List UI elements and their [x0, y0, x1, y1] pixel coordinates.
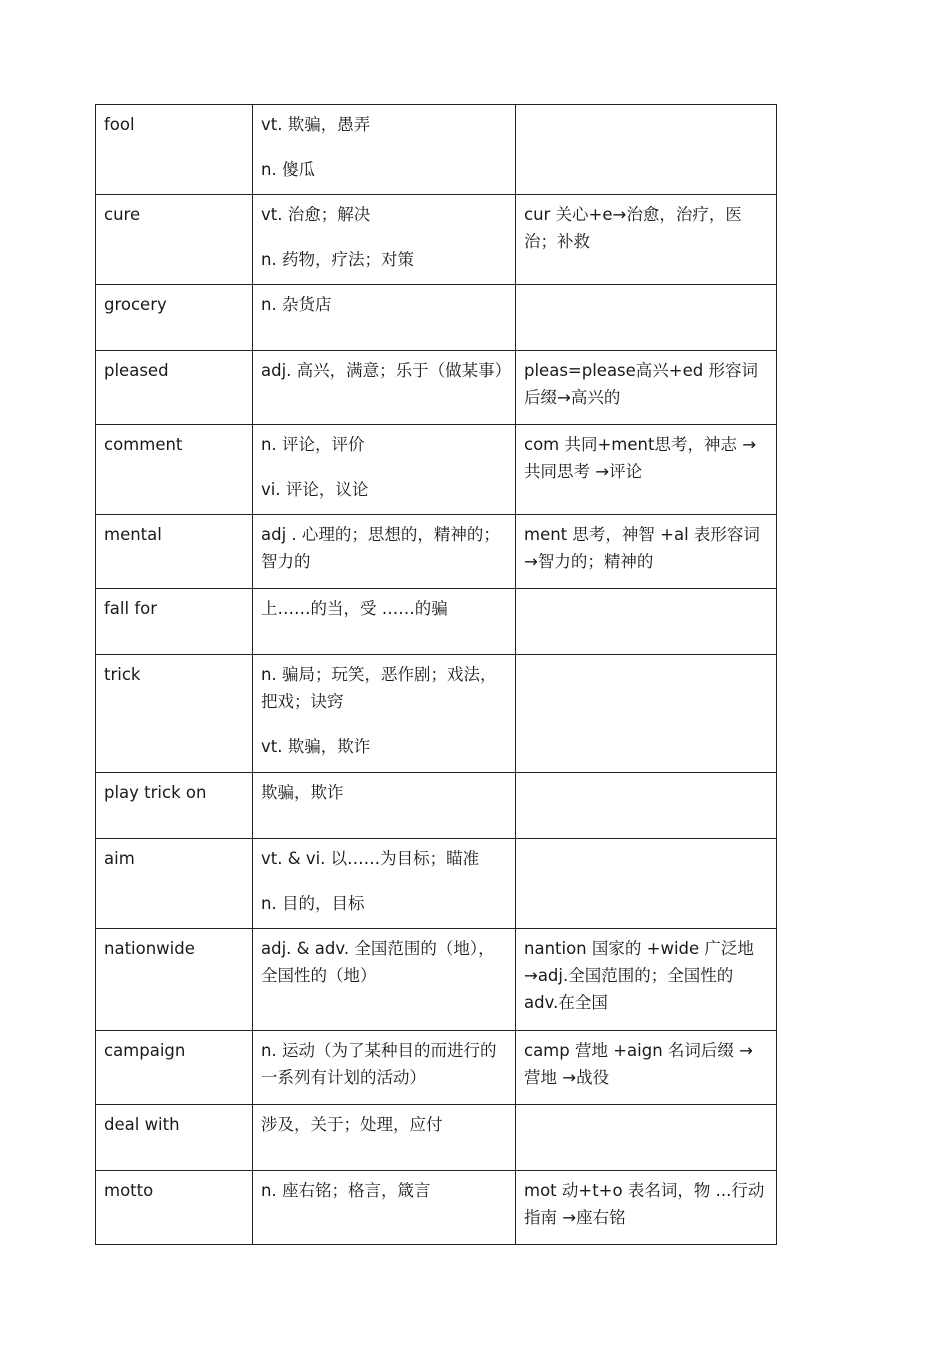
word-cell [96, 195, 253, 285]
meaning-cell [253, 515, 516, 589]
vocabulary-table [95, 104, 777, 1245]
word-cell [96, 351, 253, 425]
meaning-cell [253, 1171, 516, 1245]
meaning-cell [253, 929, 516, 1031]
etymology-cell [516, 351, 777, 425]
etymology-cell [516, 425, 777, 515]
meaning-cell [253, 773, 516, 839]
meaning-cell [253, 839, 516, 929]
etymology-cell [516, 589, 777, 655]
meaning-cell [253, 1105, 516, 1171]
etymology-cell [516, 105, 777, 195]
word-cell [96, 655, 253, 773]
etymology-cell [516, 929, 777, 1031]
table-row [96, 425, 777, 515]
word-cell [96, 425, 253, 515]
table-row [96, 929, 777, 1031]
etymology-text: com 共同+ment思考，神志 →共同思考 →评论 [524, 435, 757, 481]
meaning-text: 欺骗，欺诈 [261, 783, 344, 802]
meaning-cell [253, 1031, 516, 1105]
etymology-cell [516, 285, 777, 351]
table-row [96, 515, 777, 589]
etymology-cell [516, 1105, 777, 1171]
meaning-text: vt. 欺骗，愚弄 [261, 115, 371, 134]
etymology-cell [516, 1031, 777, 1105]
table-row [96, 773, 777, 839]
etymology-cell [516, 195, 777, 285]
meaning-text: n. 杂货店 [261, 295, 332, 314]
word-text: cure [104, 205, 141, 224]
word-text: comment [104, 435, 183, 454]
word-text: motto [104, 1181, 154, 1200]
table-row [96, 655, 777, 773]
meaning-text: 上……的当，受 ……的骗 [261, 599, 448, 618]
word-cell [96, 929, 253, 1031]
meaning-text: n. 骗局；玩笑，恶作剧；戏法，把戏；诀窍 [261, 665, 497, 711]
table-row [96, 285, 777, 351]
word-cell [96, 773, 253, 839]
table-row [96, 1031, 777, 1105]
table-row [96, 195, 777, 285]
meaning-cell [253, 285, 516, 351]
etymology-text: ment 思考，神智 +al 表形容词→智力的；精神的 [524, 525, 760, 571]
meaning-cell [253, 195, 516, 285]
meaning-text: n. 傻瓜 [261, 160, 315, 179]
etymology-text: pleas=please高兴+ed 形容词后缀→高兴的 [524, 361, 759, 407]
word-cell [96, 1105, 253, 1171]
table-row [96, 105, 777, 195]
meaning-cell [253, 655, 516, 773]
meaning-text: adj . 心理的；思想的，精神的；智力的 [261, 525, 500, 571]
etymology-cell [516, 1171, 777, 1245]
meaning-text: n. 评论，评价 [261, 435, 365, 454]
word-text: play trick on [104, 783, 207, 802]
meaning-text: n. 目的，目标 [261, 894, 365, 913]
meaning-text: adj. 高兴，满意；乐于（做某事） [261, 361, 512, 380]
word-text: deal with [104, 1115, 180, 1134]
word-cell [96, 285, 253, 351]
etymology-cell [516, 515, 777, 589]
etymology-cell [516, 655, 777, 773]
table-row [96, 351, 777, 425]
meaning-text: 涉及，关于；处理，应付 [261, 1115, 443, 1134]
word-text: campaign [104, 1041, 186, 1060]
word-cell [96, 105, 253, 195]
vocabulary-table-body [96, 105, 777, 1245]
meaning-cell [253, 589, 516, 655]
meaning-text: n. 座右铭；格言，箴言 [261, 1181, 431, 1200]
word-text: fool [104, 115, 135, 134]
meaning-text: vt. & vi. 以……为目标；瞄准 [261, 849, 480, 868]
word-cell [96, 839, 253, 929]
meaning-text: vi. 评论，议论 [261, 480, 369, 499]
meaning-cell [253, 351, 516, 425]
word-text: grocery [104, 295, 167, 314]
meaning-text: vt. 治愈；解决 [261, 205, 371, 224]
etymology-text: camp 营地 +aign 名词后缀 →营地 →战役 [524, 1041, 753, 1087]
word-text: aim [104, 849, 135, 868]
word-cell [96, 515, 253, 589]
meaning-text: n. 药物，疗法；对策 [261, 250, 414, 269]
etymology-text: nantion 国家的 +wide 广泛地 →adj.全国范围的；全国性的 adv.在全国 [524, 939, 754, 1012]
word-text: mental [104, 525, 162, 544]
etymology-cell [516, 773, 777, 839]
etymology-text: mot 动+t+o 表名词，物 ...行动指南 →座右铭 [524, 1181, 765, 1227]
table-row [96, 1171, 777, 1245]
word-cell [96, 589, 253, 655]
meaning-cell [253, 425, 516, 515]
etymology-text: cur 关心+e→治愈，治疗，医治；补救 [524, 205, 742, 251]
meaning-text: vt. 欺骗，欺诈 [261, 737, 371, 756]
etymology-cell [516, 839, 777, 929]
word-text: nationwide [104, 939, 195, 958]
meaning-text: adj. & adv. 全国范围的（地），全国性的（地） [261, 939, 495, 985]
table-row [96, 839, 777, 929]
word-text: trick [104, 665, 141, 684]
meaning-text: n. 运动（为了某种目的而进行的一系列有计划的活动） [261, 1041, 497, 1087]
table-row [96, 1105, 777, 1171]
word-cell [96, 1171, 253, 1245]
table-row [96, 589, 777, 655]
word-cell [96, 1031, 253, 1105]
meaning-cell [253, 105, 516, 195]
word-text: pleased [104, 361, 169, 380]
word-text: fall for [104, 599, 158, 618]
